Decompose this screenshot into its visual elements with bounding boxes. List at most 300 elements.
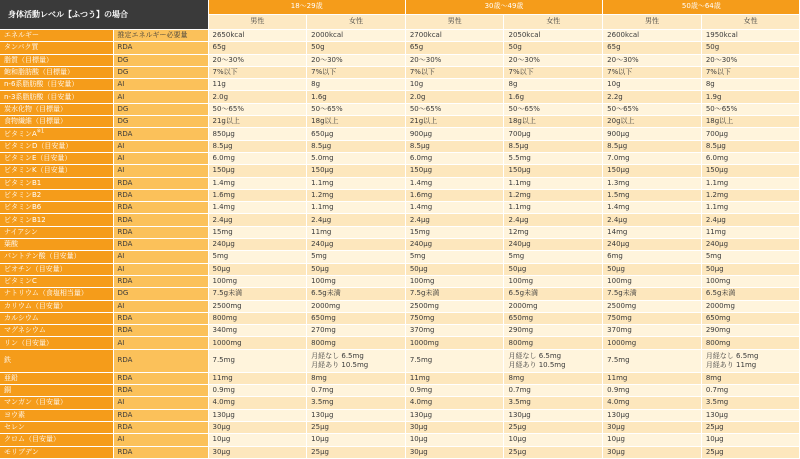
value-cell: 10g [603,79,702,91]
value-cell: 18g以上 [307,116,406,128]
value-cell: 2000mg [701,300,800,312]
value-cell: 240μg [504,239,603,251]
nutrient-name [0,349,113,372]
table-row [0,140,800,152]
standard-type: DG [113,66,208,78]
table-row [0,446,800,458]
table-row [0,239,800,251]
table-row [0,42,800,54]
value-cell: 8.5μg [504,140,603,152]
value-cell: 21g以上 [405,116,504,128]
table-row [0,337,800,349]
value-cell: 100mg [208,275,307,287]
value-cell: 370mg [405,325,504,337]
value-cell: 370mg [603,325,702,337]
sex-header: 女性 [307,14,406,29]
nutrient-name [0,165,113,177]
standard-type: DG [113,103,208,115]
value-cell: 50～65% [405,103,504,115]
sex-header: 女性 [504,14,603,29]
value-cell: 2650kcal [208,30,307,42]
value-cell: 50～65% [701,103,800,115]
standard-type: DG [113,116,208,128]
table-row [0,349,800,372]
table-row [0,66,800,78]
nutrient-label: 炭水化物（目標量） [4,104,67,113]
nutrient-label: 脂質（目標量） [4,55,53,64]
value-cell: 1.2mg [701,189,800,201]
value-cell: 25μg [307,421,406,433]
value-cell: 65g [208,42,307,54]
table-row [0,251,800,263]
value-cell: 50～65% [208,103,307,115]
value-cell: 1.9g [701,91,800,103]
nutrient-label: マグネシウム [4,326,46,335]
standard-type: AI [113,434,208,446]
value-cell: 10μg [307,434,406,446]
standard-type: RDA [113,239,208,251]
value-cell: 8.5μg [701,140,800,152]
table-row [0,385,800,397]
value-cell: 100mg [701,275,800,287]
standard-type: RDA [113,128,208,140]
value-cell: 2.4μg [701,214,800,226]
value-cell: 2.4μg [208,214,307,226]
nutrient-name [0,91,113,103]
nutrient-name [0,54,113,66]
value-cell: 50g [307,42,406,54]
value-cell: 3.5mg [307,397,406,409]
value-cell: 1.4mg [405,202,504,214]
standard-type: RDA [113,214,208,226]
value-cell: 50～65% [504,103,603,115]
value-cell: 20～30% [307,54,406,66]
value-cell: 7.0mg [603,152,702,164]
value-cell: 7.5g未満 [603,288,702,300]
nutrient-label: ビタミンB12 [4,215,46,224]
value-cell: 2500mg [603,300,702,312]
standard-type: AI [113,337,208,349]
value-cell: 1.4mg [603,202,702,214]
value-cell: 5mg [307,251,406,263]
value-cell: 30μg [603,421,702,433]
value-cell: 2.0g [208,91,307,103]
value-cell: 8mg [504,372,603,384]
value-cell: 18g以上 [701,116,800,128]
value-cell: 340mg [208,325,307,337]
value-cell: 800mg [307,337,406,349]
value-cell: 6.5g未満 [307,288,406,300]
nutrient-label: ナトリウム（食塩相当量） [4,289,88,298]
value-cell: 240μg [405,239,504,251]
table-row [0,397,800,409]
value-cell: 700μg [504,128,603,140]
value-cell: 100mg [504,275,603,287]
value-cell: 10g [405,79,504,91]
nutrient-name [0,312,113,324]
value-cell: 2000kcal [307,30,406,42]
value-cell: 月経なし 6.5mg 月経あり 11mg [701,349,800,372]
value-cell: 2700kcal [405,30,504,42]
nutrient-label: 食物繊維（目標量） [4,117,67,126]
standard-type: RDA [113,312,208,324]
value-cell: 11mg [307,226,406,238]
nutrient-label: エネルギー [4,31,39,40]
standard-type: RDA [113,349,208,372]
standard-type: RDA [113,372,208,384]
table-row [0,226,800,238]
nutrient-label: カリウム（目安量） [4,301,67,310]
standard-type: AI [113,263,208,275]
value-cell: 130μg [603,409,702,421]
standard-type: AI [113,140,208,152]
value-cell: 7.5g未満 [405,288,504,300]
value-cell: 0.7mg [307,385,406,397]
standard-type: RDA [113,202,208,214]
nutrient-label: ビタミンB6 [4,203,42,212]
nutrient-name [0,189,113,201]
value-cell: 150μg [405,165,504,177]
value-cell: 10μg [603,434,702,446]
value-cell: 130μg [701,409,800,421]
nutrient-label: パントテン酸（目安量） [4,252,81,261]
value-cell: 1.6mg [208,189,307,201]
value-cell: 0.9mg [405,385,504,397]
standard-type: AI [113,152,208,164]
nutrient-label: n-3系脂肪酸（目安量） [4,92,79,101]
value-cell: 750mg [603,312,702,324]
value-cell: 8g [504,79,603,91]
nutrient-name [0,288,113,300]
value-cell: 2500mg [208,300,307,312]
standard-type: RDA [113,42,208,54]
value-cell: 1.6g [307,91,406,103]
standard-type: RDA [113,177,208,189]
value-cell: 50μg [208,263,307,275]
value-cell: 月経なし 6.5mg 月経あり 10.5mg [307,349,406,372]
value-cell: 7%以下 [504,66,603,78]
value-cell: 1.4mg [208,177,307,189]
value-cell: 8mg [701,372,800,384]
value-cell: 7%以下 [405,66,504,78]
value-cell: 0.9mg [603,385,702,397]
value-cell: 0.9mg [208,385,307,397]
value-cell: 30μg [208,446,307,458]
value-cell: 10μg [208,434,307,446]
value-cell: 100mg [405,275,504,287]
value-cell: 6.5g未満 [701,288,800,300]
value-cell: 20g以上 [603,116,702,128]
value-cell: 5mg [504,251,603,263]
value-cell: 8g [701,79,800,91]
value-cell: 25μg [701,421,800,433]
value-cell: 100mg [307,275,406,287]
standard-type: RDA [113,275,208,287]
standard-type: DG [113,54,208,66]
value-cell: 8.5μg [208,140,307,152]
value-cell: 150μg [208,165,307,177]
table-row [0,91,800,103]
table-row [0,300,800,312]
value-cell: 2.4μg [307,214,406,226]
value-cell: 800mg [504,337,603,349]
table-row [0,30,800,42]
value-cell: 50～65% [603,103,702,115]
value-cell: 50μg [307,263,406,275]
value-cell: 2.4μg [603,214,702,226]
value-cell: 1.5mg [603,189,702,201]
nutrient-label: ビタミンB1 [4,178,42,187]
value-cell: 5mg [208,251,307,263]
value-cell: 14mg [603,226,702,238]
value-cell: 1.6mg [405,189,504,201]
nutrient-name [0,66,113,78]
value-cell: 1000mg [603,337,702,349]
standard-type: AI [113,397,208,409]
activity-level-label: 身体活動レベル【ふつう】の場合 [0,0,208,30]
value-cell: 1.6g [504,91,603,103]
value-cell: 900μg [405,128,504,140]
value-cell: 50μg [504,263,603,275]
value-cell: 8.5μg [307,140,406,152]
table-row [0,312,800,324]
nutrient-label: リン（目安量） [4,338,53,347]
value-cell: 1.1mg [701,202,800,214]
value-cell: 月経なし 6.5mg 月経あり 10.5mg [504,349,603,372]
table-row [0,434,800,446]
value-cell: 20～30% [504,54,603,66]
value-cell: 1.4mg [208,202,307,214]
nutrient-name [0,263,113,275]
value-cell: 100mg [603,275,702,287]
value-cell: 8.5μg [405,140,504,152]
value-cell: 130μg [208,409,307,421]
value-cell: 2.4μg [405,214,504,226]
value-cell: 18g以上 [504,116,603,128]
value-cell: 240μg [208,239,307,251]
standard-type: RDA [113,409,208,421]
value-cell: 4.0mg [208,397,307,409]
value-cell: 15mg [208,226,307,238]
nutrient-label: 葉酸 [4,240,18,249]
standard-type: 推定エネルギー必要量 [113,30,208,42]
nutrient-label: ビタミンD（目安量） [4,141,73,150]
nutrient-name [0,239,113,251]
value-cell: 2.4μg [504,214,603,226]
value-cell: 130μg [405,409,504,421]
footnote-marker: ※1 [36,128,45,135]
table-row [0,128,800,140]
value-cell: 25μg [504,421,603,433]
value-cell: 290mg [504,325,603,337]
value-cell: 850μg [208,128,307,140]
sex-header: 女性 [701,14,800,29]
value-cell: 11g [208,79,307,91]
standard-type: RDA [113,385,208,397]
nutrient-name [0,409,113,421]
value-cell: 7.5mg [208,349,307,372]
nutrient-name [0,116,113,128]
nutrient-label: タンパク質 [4,43,39,52]
nutrient-label: クロム（目安量） [4,435,60,444]
value-cell: 4.0mg [405,397,504,409]
value-cell: 7%以下 [307,66,406,78]
value-cell: 150μg [504,165,603,177]
value-cell: 10μg [504,434,603,446]
value-cell: 6.0mg [208,152,307,164]
value-cell: 11mg [603,372,702,384]
value-cell: 7%以下 [701,66,800,78]
value-cell: 8.5μg [603,140,702,152]
table-row [0,79,800,91]
value-cell: 0.7mg [701,385,800,397]
value-cell: 1000mg [405,337,504,349]
value-cell: 6.0mg [701,152,800,164]
nutrient-name [0,128,113,140]
value-cell: 2.2g [603,91,702,103]
nutrient-label: ビタミンK（目安量） [4,166,72,175]
standard-type: RDA [113,421,208,433]
table-row [0,421,800,433]
value-cell: 7.5g未満 [208,288,307,300]
value-cell: 8mg [307,372,406,384]
age-group-30-49: 30歳～49歳 [405,0,602,14]
standard-type: RDA [113,325,208,337]
table-row [0,177,800,189]
value-cell: 150μg [307,165,406,177]
value-cell: 2050kcal [504,30,603,42]
value-cell: 20～30% [701,54,800,66]
standard-type: AI [113,91,208,103]
nutrient-name [0,30,113,42]
value-cell: 20～30% [603,54,702,66]
value-cell: 240μg [603,239,702,251]
value-cell: 1.2mg [504,189,603,201]
value-cell: 50μg [603,263,702,275]
value-cell: 1.3mg [603,177,702,189]
nutrient-name [0,300,113,312]
value-cell: 65g [405,42,504,54]
value-cell: 240μg [307,239,406,251]
nutrient-name [0,202,113,214]
value-cell: 30μg [405,446,504,458]
value-cell: 1.4mg [405,177,504,189]
nutrient-name [0,79,113,91]
nutrient-label: モリブデン [4,447,39,456]
value-cell: 130μg [504,409,603,421]
table-row [0,189,800,201]
nutrient-name [0,446,113,458]
value-cell: 0.7mg [504,385,603,397]
value-cell: 5.5mg [504,152,603,164]
nutrient-label: ビタミンC [4,277,37,286]
value-cell: 750mg [405,312,504,324]
sex-header: 男性 [405,14,504,29]
nutrient-label: ビタミンE（目安量） [4,154,72,163]
nutrient-label: ナイアシン [4,227,38,236]
nutrient-label: ビタミンA [4,129,37,138]
nutrient-name [0,177,113,189]
table-row [0,214,800,226]
nutrient-name [0,42,113,54]
value-cell: 30μg [208,421,307,433]
age-group-18-29: 18～29歳 [208,0,405,14]
standard-type: AI [113,251,208,263]
value-cell: 1.1mg [701,177,800,189]
value-cell: 800mg [208,312,307,324]
nutrient-name [0,325,113,337]
value-cell: 3.5mg [504,397,603,409]
table-row [0,288,800,300]
value-cell: 8g [307,79,406,91]
nutrient-name [0,140,113,152]
value-cell: 1.1mg [504,177,603,189]
value-cell: 650μg [307,128,406,140]
value-cell: 7%以下 [208,66,307,78]
nutrient-label: カルシウム [4,313,39,322]
nutrient-label: 鉄 [4,356,11,365]
value-cell: 5mg [701,251,800,263]
value-cell: 3.5mg [701,397,800,409]
nutrient-name [0,152,113,164]
value-cell: 650mg [307,312,406,324]
table-row [0,325,800,337]
value-cell: 4.0mg [603,397,702,409]
value-cell: 650mg [701,312,800,324]
value-cell: 50g [701,42,800,54]
value-cell: 20～30% [208,54,307,66]
standard-type: DG [113,288,208,300]
value-cell: 25μg [701,446,800,458]
age-group-50-64: 50歳～64歳 [603,0,800,14]
nutrient-name [0,226,113,238]
value-cell: 2500mg [405,300,504,312]
value-cell: 11mg [405,372,504,384]
table-row [0,152,800,164]
value-cell: 7.5mg [405,349,504,372]
value-cell: 5.0mg [307,152,406,164]
table-row [0,202,800,214]
value-cell: 65g [603,42,702,54]
value-cell: 2.0g [405,91,504,103]
nutrient-label: マンガン（目安量） [4,398,67,407]
nutrient-name [0,275,113,287]
value-cell: 11mg [208,372,307,384]
nutrient-label: ヨウ素 [4,410,25,419]
table-row [0,372,800,384]
value-cell: 2000mg [504,300,603,312]
nutrient-name [0,397,113,409]
value-cell: 6.0mg [405,152,504,164]
value-cell: 1000mg [208,337,307,349]
nutrient-label: 銅 [4,386,11,395]
table-row [0,103,800,115]
value-cell: 7%以下 [603,66,702,78]
nutrient-label: 飽和脂肪酸（目標量） [4,68,74,77]
value-cell: 25μg [504,446,603,458]
value-cell: 130μg [307,409,406,421]
value-cell: 12mg [504,226,603,238]
nutrient-name [0,337,113,349]
standard-type: AI [113,165,208,177]
value-cell: 5mg [405,251,504,263]
standard-type: RDA [113,226,208,238]
value-cell: 30μg [603,446,702,458]
standard-type: AI [113,79,208,91]
nutrient-label: セレン [4,423,25,432]
value-cell: 50μg [701,263,800,275]
nutrient-name [0,421,113,433]
